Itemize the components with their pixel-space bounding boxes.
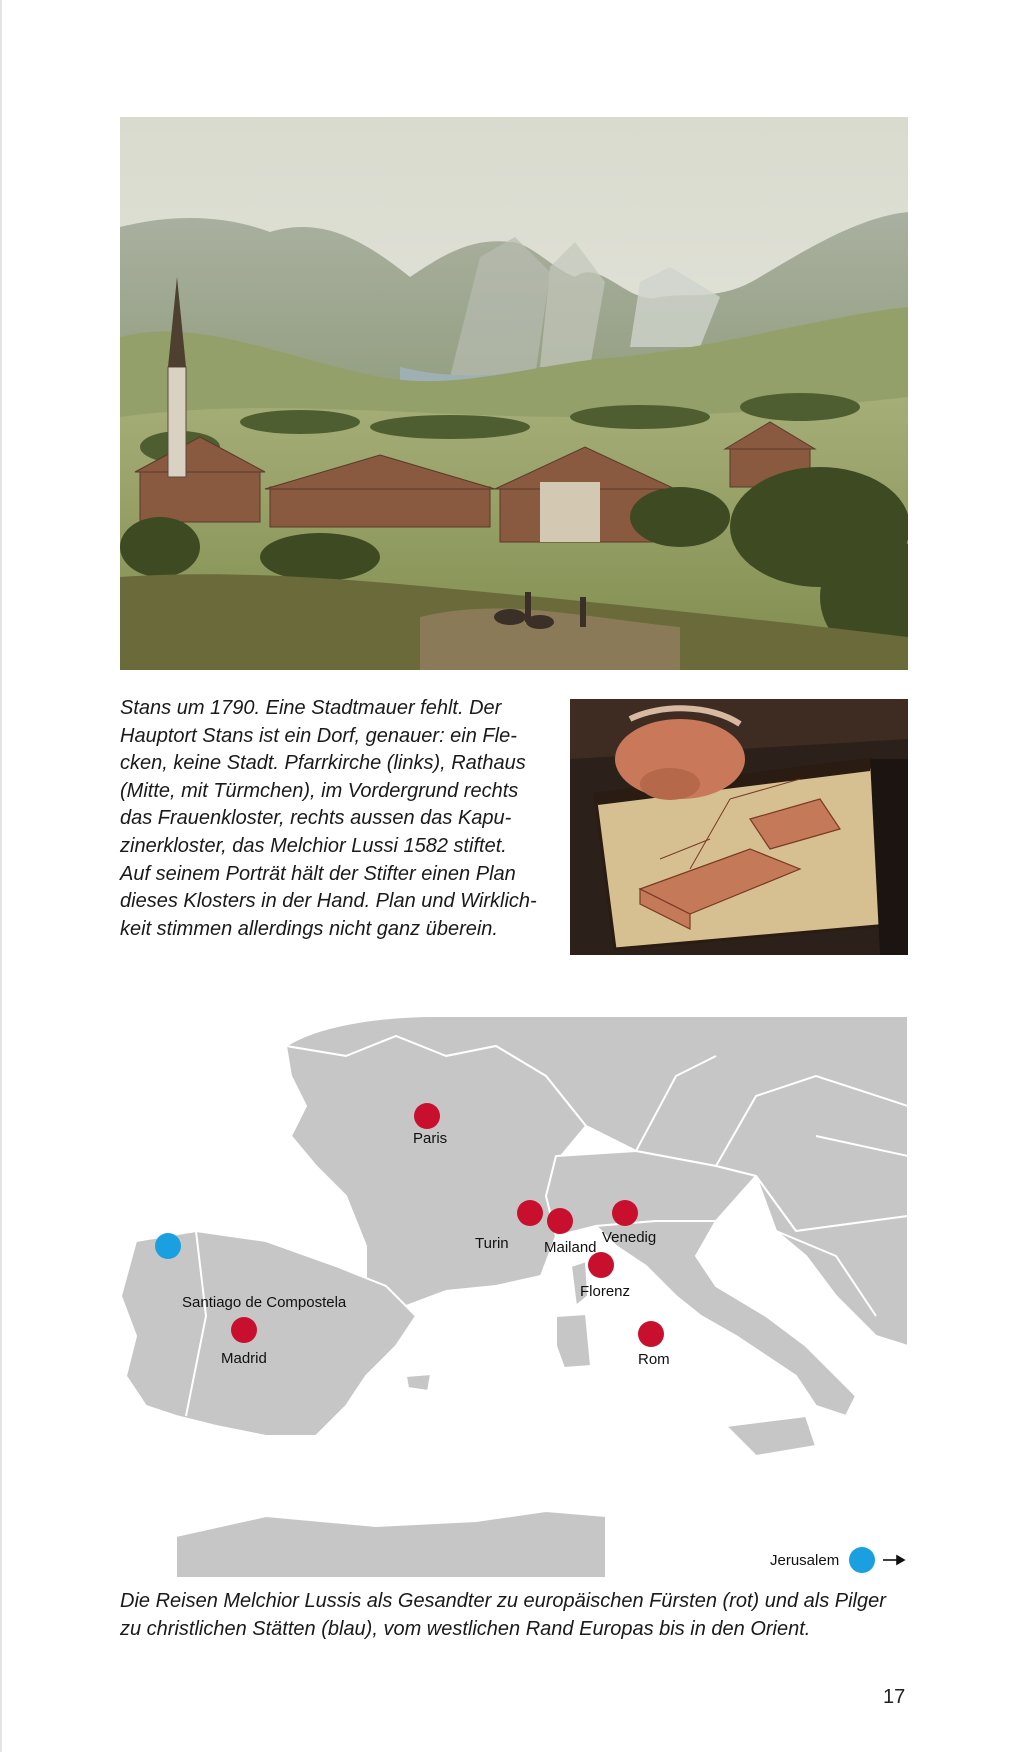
page-number: 17 [883,1686,906,1708]
image-caption [120,695,560,943]
caption-line: cken, keine Stadt. Pfarrkirche (links), Rathaus [120,752,526,775]
place-label: Turin [475,1235,509,1252]
place-label: Florenz [580,1283,631,1300]
place-label: Santiago de Compostela [182,1294,347,1311]
stans-landscape-image [120,117,908,670]
place-label: Madrid [221,1350,267,1367]
place-label: Rom [638,1351,670,1368]
caption-line: Auf seinem Porträt hält der Stifter einen Plan [120,862,516,885]
caption-line: (Mitte, mit Türmchen), im Vordergrund rechts [120,779,519,802]
map-caption [120,1587,920,1643]
place-label: Paris [413,1130,448,1147]
caption-line: Hauptort Stans ist ein Dorf, genauer: ein Fle- [120,724,517,747]
caption-line: keit stimmen allerdings nicht ganz überein. [120,917,498,940]
portrait-plan-detail-image [570,699,908,955]
europe-journeys-map [116,1016,908,1578]
caption-line: Die Reisen Melchior Lussis als Gesandter zu europäischen Fürsten (rot) und als Pilger [120,1590,886,1612]
caption-line: zu christlichen Stätten (blau), vom westlichen Rand Europas bis in den Orient. [120,1618,811,1640]
caption-line: zinerkloster, das Melchior Lussi 1582 stiftet. [120,834,507,857]
caption-line: das Frauenkloster, rechts aussen das Kapu- [120,807,512,830]
place-label: Mailand [544,1239,597,1256]
caption-line: dieses Klosters in der Hand. Plan und Wirklich- [120,890,537,913]
page-edge [0,0,2,1752]
place-label: Venedig [602,1229,657,1246]
caption-line: Stans um 1790. Eine Stadtmauer fehlt. Der [120,697,502,719]
place-label: Jerusalem [770,1552,840,1569]
